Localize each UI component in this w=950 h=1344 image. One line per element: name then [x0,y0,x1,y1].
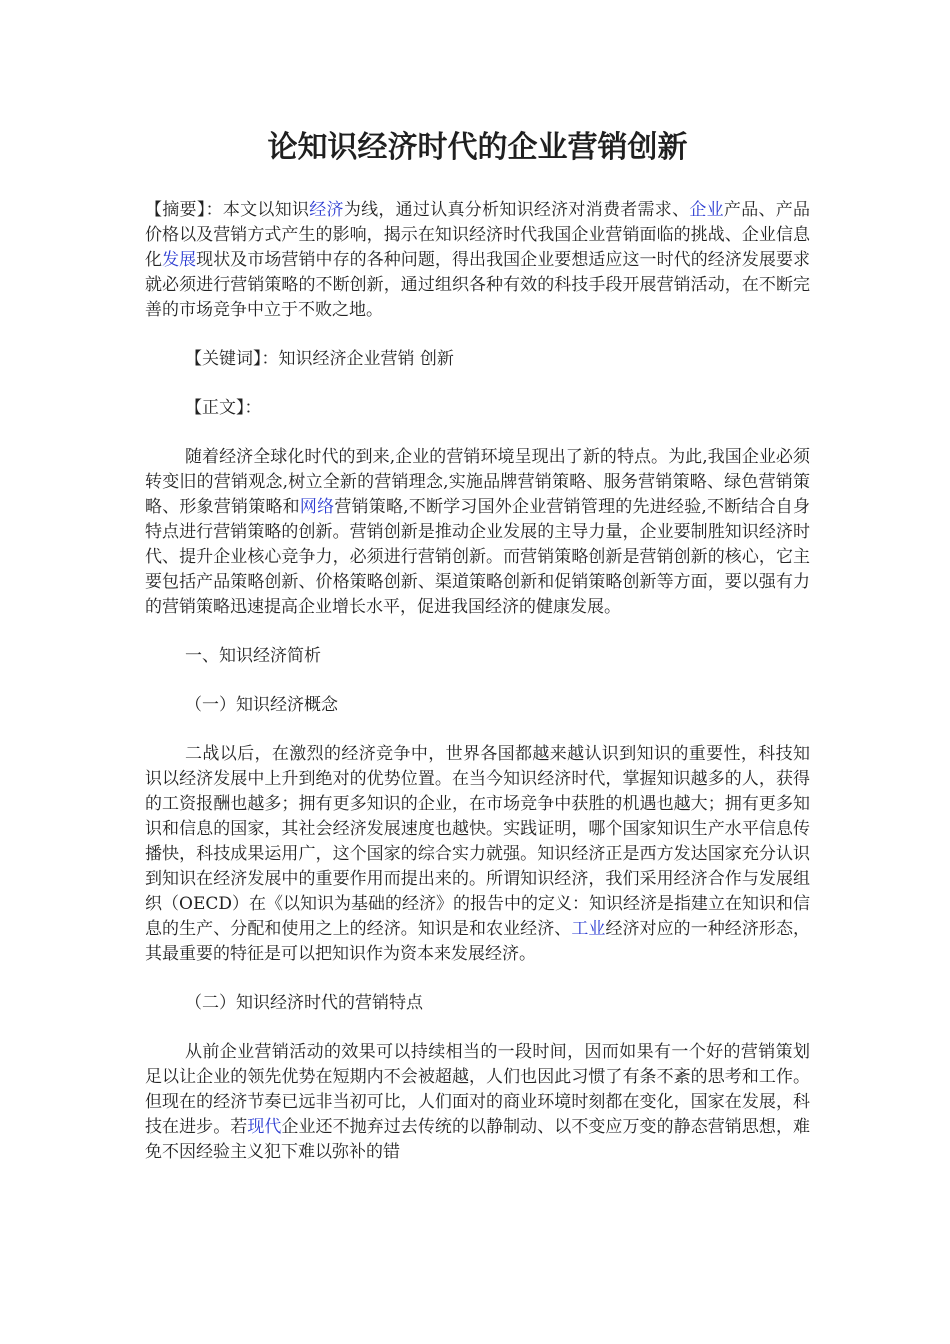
link-network[interactable]: 网络 [299,497,335,517]
abstract-text: 【摘要】：本文以知识 [145,200,310,220]
subsection-heading-1: （一）知识经济概念 [185,695,338,715]
intro-paragraph [145,445,810,620]
subsection-heading-2: （二）知识经济时代的营销特点 [185,993,423,1013]
paragraph-text: 从前企业营销活动的效果可以持续相当的一段时间，因而如果有一个好的营销策划足以让企业的领先优势在短期内不会被超越，人们也因此习惯了有条不紊的思考和工作。但现在的经济节奏已远非当初可比，人们面对的商业环境时刻都在变化，国家在发展，科技在进步。若 [145,1042,810,1137]
document-page [145,128,810,1189]
abstract-text: 产品、产品价格以及营销方式产生的影响，揭示在知识经济时代我国企业营销面临的挑战、企业信息化 [145,200,811,270]
intro-text: 营销策略,不断学习国外企业营销管理的先进经验,不断结合自身特点进行营销策略的创新。营销创新是推动企业发展的主导力量，企业要制胜知识经济时代、提升企业核心竞争力，必须进行营销创新。而营销策略创新是营销创新的核心，它主要包括产品策略创新、价格策略创新、渠道策略创新和促销策略创新等方面，要以强有力的营销策略迅速提高企业增长水平，促进我国经济的健康发展。 [145,497,810,617]
link-economy[interactable]: 经济 [309,200,344,220]
page-title: 论知识经济时代的企业营销创新 [267,130,688,165]
abstract-paragraph [145,198,810,323]
body-label: 【正文】： [185,398,262,418]
knowledge-economy-paragraph [145,742,810,967]
section-heading-1: 一、知识经济简析 [185,646,321,666]
link-modern[interactable]: 现代 [247,1117,282,1137]
paragraph-text: 经济对应的一种经济形态，其最重要的特征是可以把知识作为资本来发展经济。 [145,919,811,964]
marketing-features-paragraph [145,1040,810,1165]
intro-text: 随着经济全球化时代的到来,企业的营销环境呈现出了新的特点。为此,我国企业必须转变旧的营销观念,树立全新的营销理念,实施品牌营销策略、服务营销策略、绿色营销策略、形象营销策略和 [145,447,810,517]
link-development[interactable]: 发展 [162,250,197,270]
abstract-text: 为线，通过认真分析知识经济对消费者需求、 [343,200,690,220]
abstract-text: 现状及市场营销中存的各种问题，得出我国企业要想适应这一时代的经济发展要求就必须进行营销策略的不断创新，通过组织各种有效的科技手段开展营销活动，在不断完善的市场竞争中立于不败之地。 [145,250,811,320]
link-industry[interactable]: 工业 [571,919,606,939]
paragraph-text: 二战以后，在激烈的经济竞争中，世界各国都越来越认识到知识的重要性，科技知识以经济发展中上升到绝对的优势位置。在当今知识经济时代，掌握知识越多的人，获得的工资报酬也越多；拥有更多知识的企业，在市场竞争中获胜的机遇也越大；拥有更多知识和信息的国家，其社会经济发展速度也越快。实践证明，哪个国家知识生产水平信息传播快，科技成果运用广，这个国家的综合实力就强。知识经济正是西方发达国家充分认识到知识在经济发展中的重要作用而提出来的。所谓知识经济，我们采用经济合作与发展组织（OECD）在《以知识为基础的经济》的报告中的定义：知识经济是指建立在知识和信息的生产、分配和使用之上的经济。知识是和农业经济、 [145,744,810,939]
paragraph-text: 企业还不抛弃过去传统的以静制动、以不变应万变的静态营销思想，难免不因经验主义犯下难以弥补的错 [145,1117,811,1162]
keywords-line: 【关键词】：知识经济企业营销 创新 [185,349,454,369]
link-enterprise[interactable]: 企业 [689,200,724,220]
